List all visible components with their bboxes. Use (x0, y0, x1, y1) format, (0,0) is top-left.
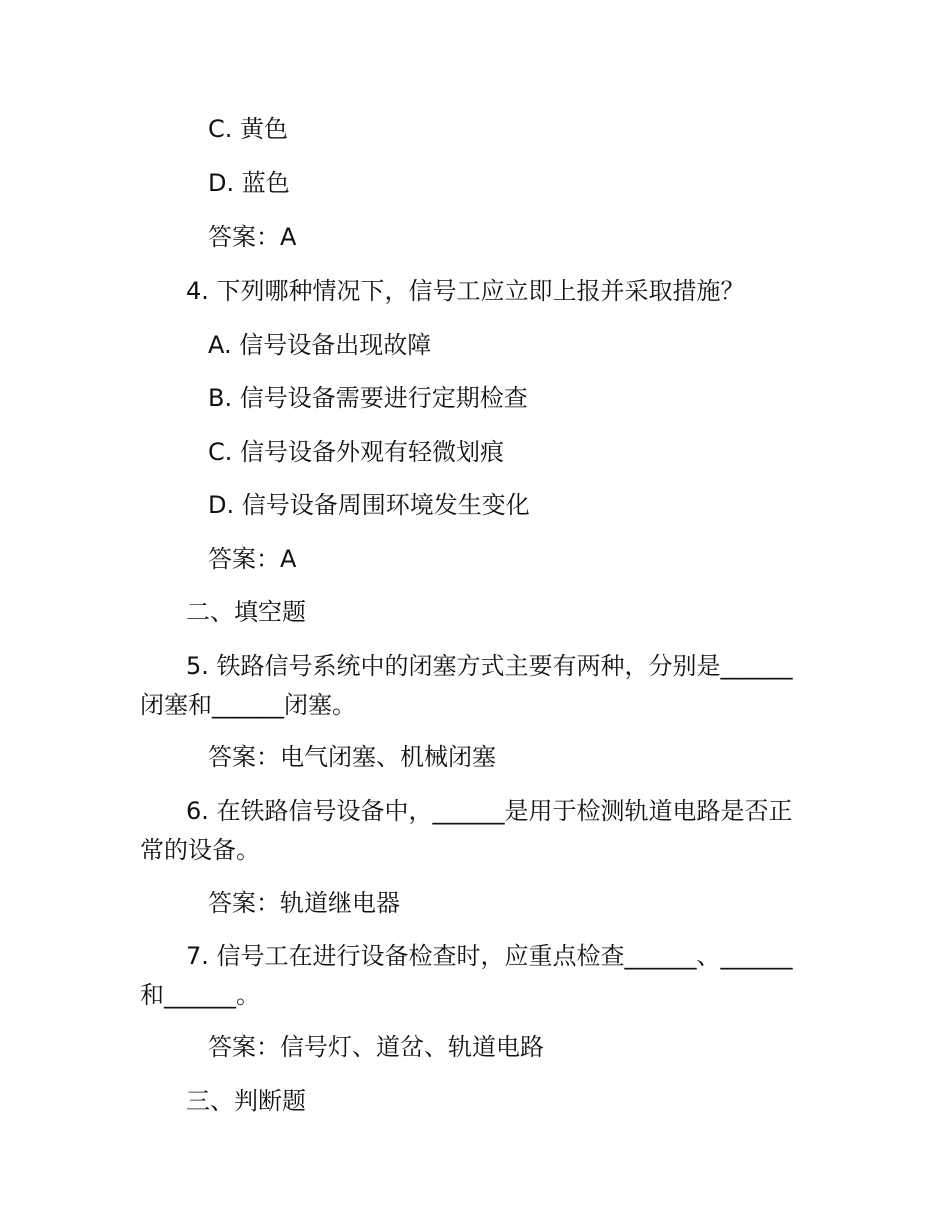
q7-question-line2: 和______。 (140, 981, 260, 1009)
q5-answer: 答案：电气闭塞、机械闭塞 (208, 743, 496, 771)
q3-option-d: D. 蓝色 (208, 169, 290, 197)
q5-question-line2: 闭塞和______闭塞。 (140, 691, 356, 719)
q3-option-c: C. 黄色 (208, 115, 289, 143)
q5-question-line1: 5. 铁路信号系统中的闭塞方式主要有两种，分别是______ (186, 652, 793, 680)
q4-option-a: A. 信号设备出现故障 (208, 331, 432, 359)
section-heading-true-false: 三、判断题 (186, 1087, 306, 1115)
q4-answer: 答案：A (208, 545, 297, 573)
q6-answer: 答案：轨道继电器 (208, 889, 400, 917)
q4-question: 4. 下列哪种情况下，信号工应立即上报并采取措施？ (186, 277, 745, 305)
q4-option-b: B. 信号设备需要进行定期检查 (208, 384, 528, 412)
q7-question-line1: 7. 信号工在进行设备检查时，应重点检查______、______ (186, 942, 793, 970)
q6-question-line1: 6. 在铁路信号设备中，______是用于检测轨道电路是否正 (186, 797, 793, 825)
q4-option-d: D. 信号设备周围环境发生变化 (208, 491, 530, 519)
q7-answer: 答案：信号灯、道岔、轨道电路 (208, 1033, 544, 1061)
q4-option-c: C. 信号设备外观有轻微划痕 (208, 438, 505, 466)
q6-question-line2: 常的设备。 (140, 836, 260, 864)
section-heading-fill-in: 二、填空题 (186, 598, 306, 626)
q3-answer: 答案：A (208, 223, 297, 251)
